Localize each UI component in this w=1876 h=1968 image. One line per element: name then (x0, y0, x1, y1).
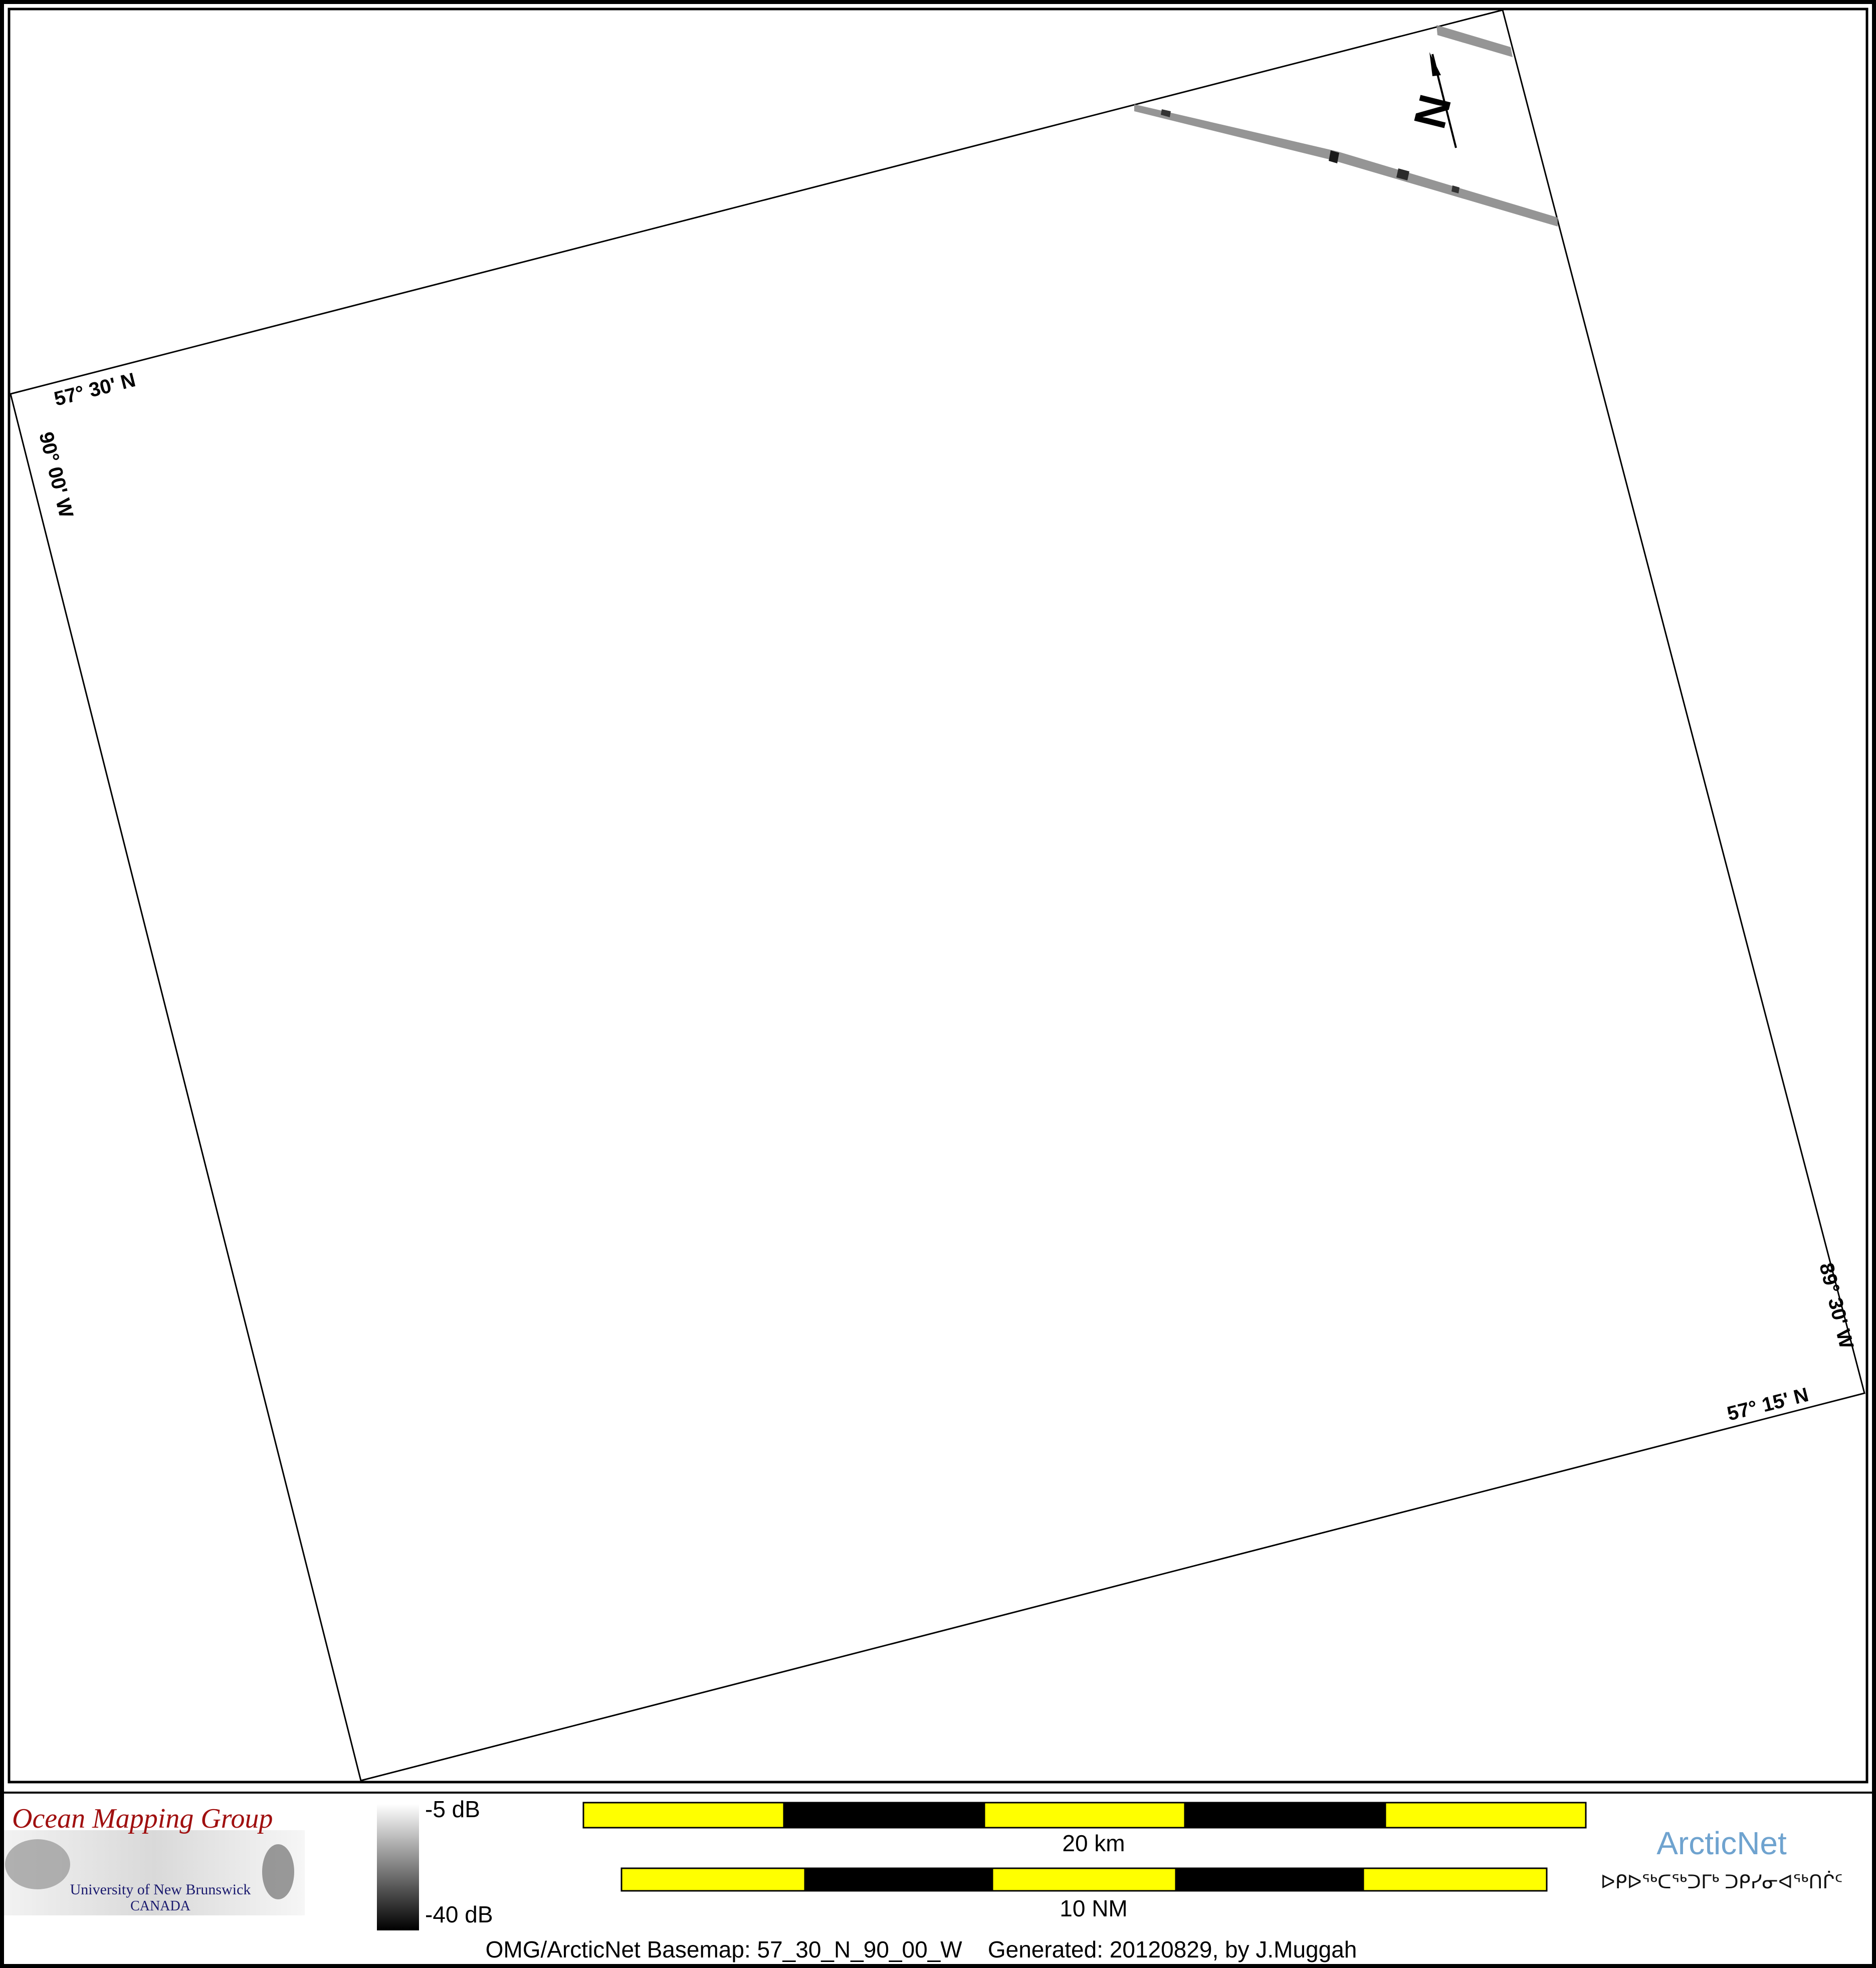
latitude-label-south: 57° 15' N (1725, 1383, 1811, 1425)
legend-min-label: -40 dB (425, 1901, 493, 1927)
scale-bar-km-label: 20 km (1062, 1830, 1125, 1856)
north-arrow-label: N (1404, 90, 1462, 134)
scale-bar-nm-label: 10 NM (1060, 1895, 1128, 1921)
arcticnet-name: ArcticNet (1656, 1825, 1787, 1861)
survey-track-main (1134, 104, 1558, 227)
survey-track-corner (1436, 25, 1513, 57)
scale-bar-km (583, 1803, 1586, 1856)
latitude-label-north: 57° 30' N (52, 368, 138, 410)
arcticnet-logo (1600, 1825, 1842, 1893)
logo-omg-line2: CANADA (130, 1898, 190, 1914)
logo-omg-line1: University of New Brunswick (70, 1881, 251, 1898)
backscatter-legend (377, 1796, 493, 1930)
map-sheet-boundary (11, 10, 1864, 1781)
ocean-mapping-group-logo (4, 1803, 305, 1915)
north-arrow-icon (1405, 52, 1462, 148)
arcticnet-syllabics: ᐅᑭᐅᖅᑕᖅᑐᒥᒃ ᑐᑭᓯᓂᐊᖅᑎᒌᑦ (1600, 1872, 1843, 1893)
logo-mound-right (262, 1844, 294, 1899)
map-panel-frame (9, 9, 1867, 1782)
logo-omg-title: Ocean Mapping Group (12, 1803, 273, 1834)
basemap-caption: OMG/ArcticNet Basemap: 57_30_N_90_00_W Generated: 20120829, by J.Muggah (485, 1936, 1357, 1962)
outer-frame (2, 2, 1874, 1966)
logo-mound-left (5, 1839, 70, 1889)
longitude-label-west: 90° 00' W (35, 429, 78, 520)
survey-tracks (1134, 25, 1558, 227)
backscatter-colorbar (377, 1804, 419, 1930)
longitude-label-east: 89° 30' W (1815, 1260, 1858, 1351)
legend-max-label: -5 dB (425, 1796, 480, 1822)
scale-bar-nm (621, 1868, 1547, 1921)
